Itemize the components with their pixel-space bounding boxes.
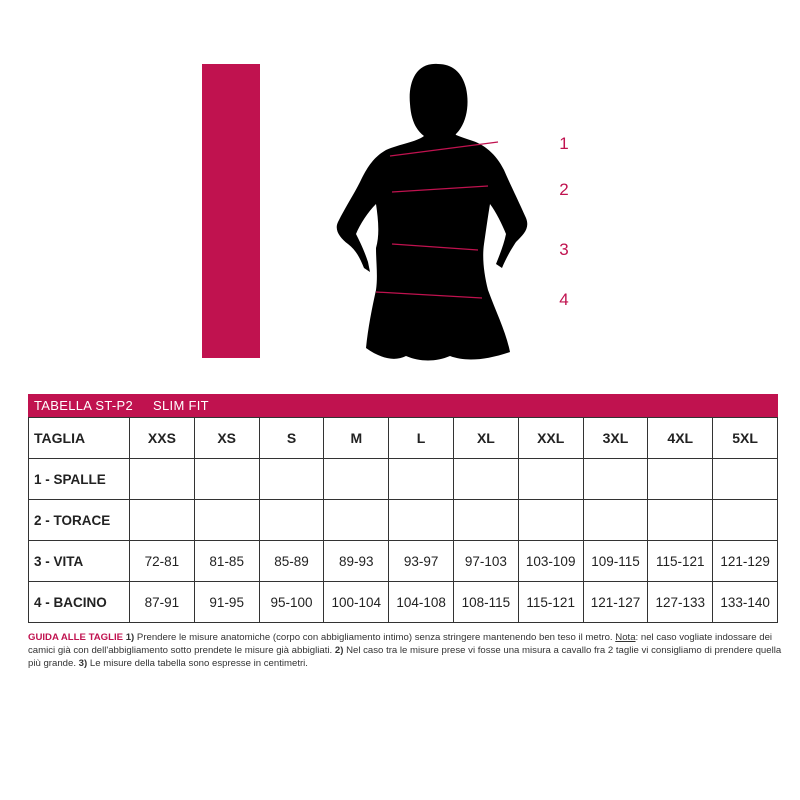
table-cell bbox=[324, 500, 389, 541]
table-cell: 97-103 bbox=[453, 541, 518, 582]
table-cell: 121-129 bbox=[713, 541, 778, 582]
measure-number-1: 1 bbox=[559, 134, 569, 153]
table-cell: 115-121 bbox=[518, 582, 583, 623]
table-cell bbox=[194, 500, 259, 541]
table-title-bar bbox=[28, 394, 778, 417]
row-label: 3 - VITA bbox=[29, 541, 130, 582]
banner-line-2: AND CORRESPONDENCES bbox=[289, 81, 310, 344]
table-cell: 91-95 bbox=[194, 582, 259, 623]
table-cell: 81-85 bbox=[194, 541, 259, 582]
table-cell: 133-140 bbox=[713, 582, 778, 623]
table-cell bbox=[324, 459, 389, 500]
guide-title: GUIDA ALLE TAGLIE bbox=[28, 632, 124, 643]
table-cell bbox=[713, 500, 778, 541]
size-guide-note bbox=[28, 631, 788, 670]
row-label: 4 - BACINO bbox=[29, 582, 130, 623]
size-header: XXL bbox=[518, 418, 583, 459]
silhouette-head bbox=[410, 64, 468, 142]
table-cell bbox=[453, 500, 518, 541]
table-cell bbox=[259, 500, 324, 541]
size-header: L bbox=[389, 418, 454, 459]
table-cell: 121-127 bbox=[583, 582, 648, 623]
table-fit: SLIM FIT bbox=[153, 398, 209, 413]
table-cell bbox=[583, 459, 648, 500]
table-cell: 104-108 bbox=[389, 582, 454, 623]
table-cell bbox=[130, 459, 195, 500]
table-cell bbox=[194, 459, 259, 500]
table-cell: 72-81 bbox=[130, 541, 195, 582]
table-cell bbox=[648, 500, 713, 541]
table-cell bbox=[518, 459, 583, 500]
banner-line-1: SIZE TABLES bbox=[267, 216, 288, 344]
guide-step-3-number: 3) bbox=[78, 658, 88, 669]
guide-step-2-text: Nel caso tra le misure prese vi fosse una misura a cavallo fra 2 taglie vi consigliamo di prendere quella più grande. bbox=[28, 645, 782, 669]
size-header: XS bbox=[194, 418, 259, 459]
table-cell: 95-100 bbox=[259, 582, 324, 623]
table-cell: 100-104 bbox=[324, 582, 389, 623]
table-row bbox=[29, 582, 778, 623]
table-row bbox=[29, 500, 778, 541]
table-cell bbox=[259, 459, 324, 500]
title-banner bbox=[202, 64, 310, 358]
table-cell bbox=[389, 500, 454, 541]
table-cell: 109-115 bbox=[583, 541, 648, 582]
row-label: 1 - SPALLE bbox=[29, 459, 130, 500]
table-cell: 93-97 bbox=[389, 541, 454, 582]
guide-step-1-text: Prendere le misure anatomiche (corpo con abbigliamento intimo) senza stringere mantenendo ben teso il metro. bbox=[134, 632, 616, 643]
size-header: XL bbox=[453, 418, 518, 459]
table-cell: 127-133 bbox=[648, 582, 713, 623]
size-header: 5XL bbox=[713, 418, 778, 459]
measure-number-4: 4 bbox=[559, 290, 569, 309]
size-table bbox=[28, 394, 778, 623]
measure-number-3: 3 bbox=[559, 240, 569, 259]
table-code: TABELLA ST-P2 bbox=[34, 398, 134, 413]
table-cell bbox=[648, 459, 713, 500]
body-silhouette bbox=[320, 58, 540, 368]
measure-number-2: 2 bbox=[559, 180, 569, 199]
row-label: 2 - TORACE bbox=[29, 500, 130, 541]
guide-step-3-text: Le misure della tabella sono espresse in centimetri. bbox=[87, 658, 308, 669]
size-header: 4XL bbox=[648, 418, 713, 459]
table-cell: 89-93 bbox=[324, 541, 389, 582]
guide-step-1-number: 1) bbox=[125, 632, 135, 643]
size-grid bbox=[28, 417, 778, 623]
table-row bbox=[29, 541, 778, 582]
table-cell bbox=[583, 500, 648, 541]
table-cell bbox=[518, 500, 583, 541]
header-taglia: TAGLIA bbox=[29, 418, 130, 459]
size-header: M bbox=[324, 418, 389, 459]
table-cell: 115-121 bbox=[648, 541, 713, 582]
table-cell: 85-89 bbox=[259, 541, 324, 582]
table-cell: 103-109 bbox=[518, 541, 583, 582]
table-cell bbox=[389, 459, 454, 500]
guide-nota: Nota bbox=[615, 632, 636, 643]
table-header-row bbox=[29, 418, 778, 459]
size-header: 3XL bbox=[583, 418, 648, 459]
table-cell bbox=[130, 500, 195, 541]
guide-step-2-number: 2) bbox=[334, 645, 344, 656]
table-cell: 108-115 bbox=[453, 582, 518, 623]
size-header: S bbox=[259, 418, 324, 459]
guide-step-1-note-text: : nel caso vogliate indossare dei camici già con dell'abbigliamento sotto prendete le misure già abbigliati. bbox=[28, 632, 773, 656]
table-cell bbox=[453, 459, 518, 500]
table-row bbox=[29, 459, 778, 500]
table-cell bbox=[713, 459, 778, 500]
size-header: XXS bbox=[130, 418, 195, 459]
table-cell: 87-91 bbox=[130, 582, 195, 623]
